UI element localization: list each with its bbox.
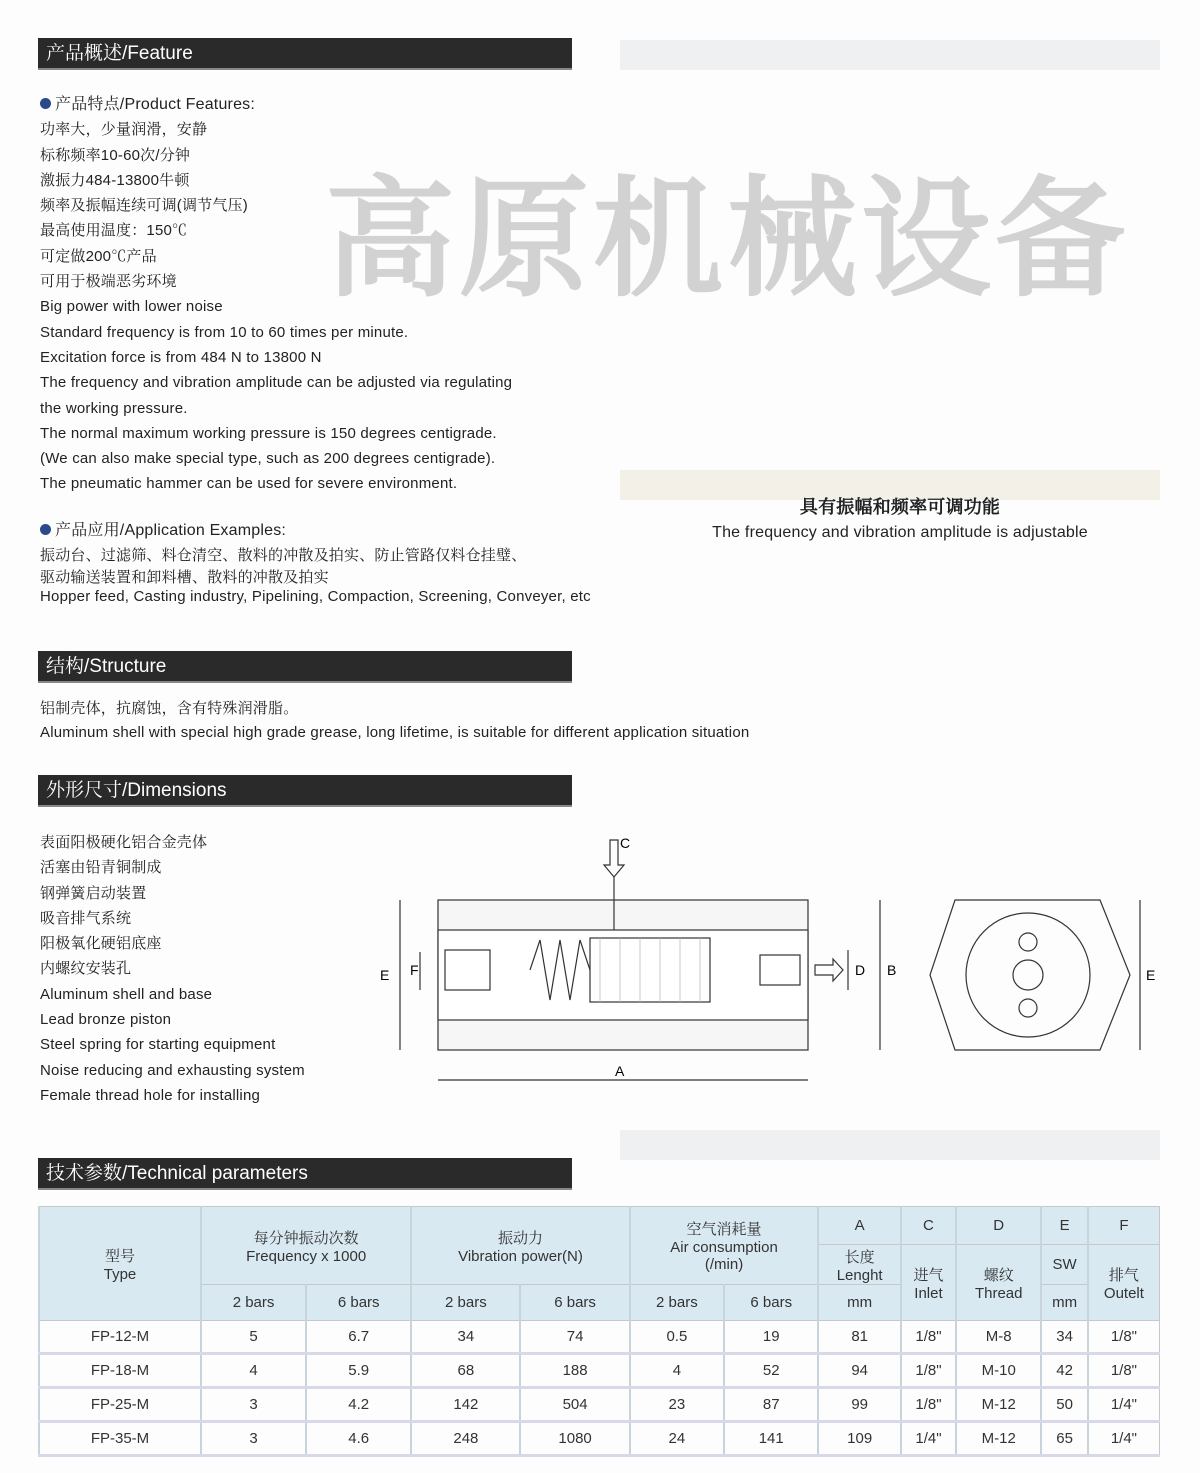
col-6bars: 6 bars <box>724 1285 818 1321</box>
table-cell: 87 <box>724 1388 818 1422</box>
col-6bars: 6 bars <box>306 1285 411 1321</box>
feature-line: 可定做200℃产品 <box>40 247 157 265</box>
features-list <box>40 117 512 496</box>
col-f: F <box>1088 1207 1160 1245</box>
structure-text <box>40 697 749 745</box>
table-cell: 109 <box>818 1422 901 1456</box>
section-header-feature: 产品概述/Feature <box>38 38 572 70</box>
table-cell: FP-25-M <box>39 1388 201 1422</box>
table-row <box>39 1354 1160 1388</box>
col-mm: mm <box>818 1285 901 1321</box>
dim-label-f: F <box>410 962 419 978</box>
table-cell: FP-35-M <box>39 1422 201 1456</box>
dimension-feature-line: 吸音排气系统 <box>40 909 132 927</box>
table-cell: 68 <box>411 1354 520 1388</box>
col-type: 型号 Type <box>39 1207 201 1321</box>
dimension-feature-line: Steel spring for starting equipment <box>40 1036 276 1054</box>
bullet-icon <box>40 98 51 109</box>
table-cell: 34 <box>411 1321 520 1354</box>
table-cell: 504 <box>520 1388 629 1422</box>
applications-block <box>40 518 591 607</box>
col-air: 空气消耗量 Air consumption (/min) <box>630 1207 819 1285</box>
table-row <box>39 1422 1160 1456</box>
table-row <box>39 1321 1160 1354</box>
table-cell: 1/8" <box>1088 1321 1160 1354</box>
table-cell: 5.9 <box>306 1354 411 1388</box>
table-cell: 6.7 <box>306 1321 411 1354</box>
col-inlet: 进气 Inlet <box>901 1245 956 1321</box>
dimension-drawing <box>360 830 1160 1090</box>
structure-line: 铝制壳体，抗腐蚀，含有特殊润滑脂。 <box>40 700 299 717</box>
table-cell: 52 <box>724 1354 818 1388</box>
section-header-structure: 结构/Structure <box>38 651 572 683</box>
table-cell: 94 <box>818 1354 901 1388</box>
table-cell: 3 <box>201 1388 306 1422</box>
col-a: A <box>818 1207 901 1245</box>
dimension-feature-line: Lead bronze piston <box>40 1011 172 1029</box>
col-2bars: 2 bars <box>630 1285 724 1321</box>
table-cell: 1080 <box>520 1422 629 1456</box>
col-d: D <box>956 1207 1041 1245</box>
dim-label-d: D <box>855 962 866 978</box>
table-cell: 24 <box>630 1422 724 1456</box>
dimension-feature-line: 表面阳极硬化铝合金壳体 <box>40 834 208 851</box>
image-caption <box>680 495 1120 546</box>
dimension-feature-line: Noise reducing and exhausting system <box>40 1061 305 1079</box>
feature-line: 标称频率10-60次/分钟 <box>40 146 191 164</box>
feature-line: 功率大，少量润滑，安静 <box>40 121 208 139</box>
table-cell: 1/8" <box>901 1321 956 1354</box>
features-block <box>40 92 512 497</box>
bullet-icon <box>40 524 51 535</box>
dimension-feature-line: 活塞由铅青铜制成 <box>40 859 162 877</box>
table-cell: M-12 <box>956 1388 1041 1422</box>
feature-line: 最高使用温度：150℃ <box>40 222 188 240</box>
table-cell: 99 <box>818 1388 901 1422</box>
table-cell: 4.2 <box>306 1388 411 1422</box>
table-cell: 74 <box>520 1321 629 1354</box>
table-cell: 1/4" <box>1088 1422 1160 1456</box>
caption-en: The frequency and vibration amplitude is adjustable <box>712 524 1088 542</box>
caption-cn: 具有振幅和频率可调功能 <box>799 497 1001 517</box>
application-line: 振动台、过滤筛、料仓清空、散料的冲散及拍实、防止管路仅料仓挂璧、 <box>40 547 527 565</box>
col-e: E <box>1041 1207 1088 1245</box>
table-cell: 248 <box>411 1422 520 1456</box>
table-cell: 81 <box>818 1321 901 1354</box>
col-2bars: 2 bars <box>201 1285 306 1321</box>
col-2bars: 2 bars <box>411 1285 520 1321</box>
table-cell: 141 <box>724 1422 818 1456</box>
table-cell: M-8 <box>956 1321 1041 1354</box>
section-header-dimensions: 外形尺寸/Dimensions <box>38 775 572 807</box>
table-cell: 23 <box>630 1388 724 1422</box>
table-row <box>39 1388 1160 1422</box>
application-line: Hopper feed, Casting industry, Pipelining, Compaction, Screening, Conveyer, etc <box>40 587 591 605</box>
feature-line: 激振力484-13800牛顿 <box>40 171 190 189</box>
feature-line: 频率及振幅连续可调(调节气压) <box>40 197 248 215</box>
col-length: 长度 Lenght <box>818 1245 901 1285</box>
dim-label-b: B <box>887 962 897 978</box>
feature-line: The frequency and vibration amplitude can be adjusted via regulating <box>40 374 513 392</box>
dim-label-e-end: E <box>1146 967 1156 983</box>
col-outlet: 排气 Outelt <box>1088 1245 1160 1321</box>
table-cell: 50 <box>1041 1388 1088 1422</box>
col-6bars: 6 bars <box>520 1285 629 1321</box>
table-cell: 1/8" <box>1088 1354 1160 1388</box>
table-cell: 188 <box>520 1354 629 1388</box>
table-cell: 65 <box>1041 1422 1088 1456</box>
feature-line: Excitation force is from 484 N to 13800 N <box>40 348 322 366</box>
feature-line: 可用于极端恶劣环境 <box>40 273 177 291</box>
feature-line: The normal maximum working pressure is 150 degrees centigrade. <box>40 424 497 442</box>
feature-line: Standard frequency is from 10 to 60 times per minute. <box>40 323 409 341</box>
col-frequency: 每分钟振动次数 Frequency x 1000 <box>201 1207 411 1285</box>
col-power: 振动力 Vibration power(N) <box>411 1207 629 1285</box>
table-cell: M-10 <box>956 1354 1041 1388</box>
features-heading: 产品特点/Product Features: <box>40 92 512 117</box>
table-cell: 1/8" <box>901 1388 956 1422</box>
col-thread: 螺纹 Thread <box>956 1245 1041 1321</box>
dim-label-a: A <box>615 1063 625 1079</box>
dimension-feature-line: 阳极氧化硬铝底座 <box>40 935 162 953</box>
table-cell: 1/4" <box>1088 1388 1160 1422</box>
table-cell: 5 <box>201 1321 306 1354</box>
col-c: C <box>901 1207 956 1245</box>
table-cell: 1/8" <box>901 1354 956 1388</box>
table-cell: 4 <box>201 1354 306 1388</box>
dimension-feature-line: 钢弹簧启动装置 <box>40 884 147 902</box>
feature-line: the working pressure. <box>40 399 188 417</box>
table-cell: 34 <box>1041 1321 1088 1354</box>
faded-background <box>620 1130 1160 1160</box>
dim-label-e: E <box>380 967 390 983</box>
dimension-feature-line: Aluminum shell and base <box>40 985 213 1003</box>
table-cell: FP-12-M <box>39 1321 201 1354</box>
table-cell: FP-18-M <box>39 1354 201 1388</box>
feature-line: (We can also make special type, such as 200 degrees centigrade). <box>40 450 496 468</box>
col-mm: mm <box>1041 1285 1088 1321</box>
table-cell: 4 <box>630 1354 724 1388</box>
dimensions-list <box>40 830 305 1108</box>
table-cell: 4.6 <box>306 1422 411 1456</box>
dimension-feature-line: Female thread hole for installing <box>40 1086 261 1104</box>
table-cell: 1/4" <box>901 1422 956 1456</box>
technical-parameters-table <box>38 1206 1160 1457</box>
dimension-feature-line: 内螺纹安装孔 <box>40 960 132 978</box>
feature-line: Big power with lower noise <box>40 298 223 316</box>
table-cell: 19 <box>724 1321 818 1354</box>
section-header-technical: 技术参数/Technical parameters <box>38 1158 572 1190</box>
table-cell: 42 <box>1041 1354 1088 1388</box>
structure-line: Aluminum shell with special high grade grease, long lifetime, is suitable for different application situation <box>40 724 750 741</box>
table-cell: 0.5 <box>630 1321 724 1354</box>
table-cell: M-12 <box>956 1422 1041 1456</box>
table-cell: 142 <box>411 1388 520 1422</box>
faded-background <box>620 40 1160 70</box>
feature-line: The pneumatic hammer can be used for severe environment. <box>40 475 458 493</box>
applications-heading: 产品应用/Application Examples: <box>40 518 591 543</box>
application-line: 驱动输送装置和卸料槽、散料的冲散及拍实 <box>40 568 329 586</box>
dim-label-c: C <box>620 835 631 851</box>
table-cell: 3 <box>201 1422 306 1456</box>
watermark: 高原机械设备 <box>325 163 1130 315</box>
col-sw: SW <box>1041 1245 1088 1285</box>
